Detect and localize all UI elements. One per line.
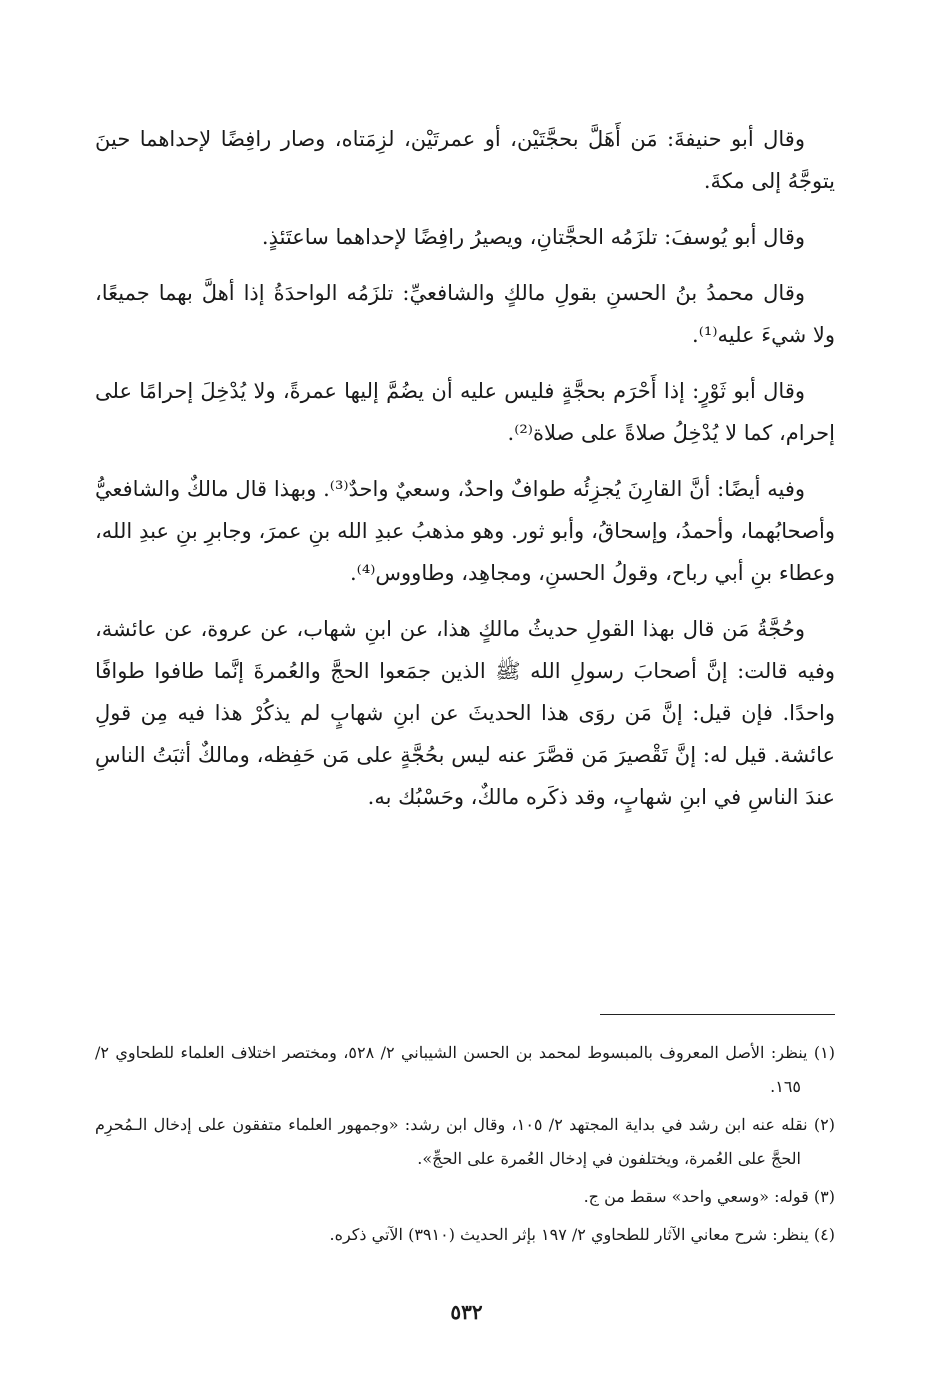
paragraph-abu-hanifa: وقال أبو حنيفةَ: مَن أَهَلَّ بحجَّتَيْن، أو عمرتَيْن، لزِمَتاه، وصار رافِضًا لإحداهما حينَ يتوجَّهُ إلى مكةَ. — [95, 127, 835, 193]
paragraph-muhammad-ibn-al-hasan: وقال محمدُ بنُ الحسنِ بقولِ مالكٍ والشافعيِّ: تلزَمُه الواحدَةُ إذا أهلَّ بهما جميعًا، ولا شيءَ عليه⁽¹⁾. — [95, 281, 835, 347]
footnote-divider — [600, 1014, 835, 1015]
paragraph-abu-thawr: وقال أبو ثَوْرٍ: إذا أَحْرَم بحجَّةٍ فليس عليه أن يضُمَّ إليها عمرةً، ولا يُدْخِلَ إحرامًا على إحرام، كما لا يُدْخِلُ صلاةً على صلاة⁽²⁾. — [95, 379, 835, 445]
footnote-4: (٤) ينظر: شرح معاني الآثار للطحاوي ٢/ ١٩٧ بإثر الحديث (٣٩١٠) الآتي ذكره. — [329, 1225, 835, 1244]
paragraph-abu-yusuf: وقال أبو يُوسفَ: تلزَمُه الحجَّتانِ، ويصيرُ رافِضًا لإحداهما ساعتَئذٍ. — [261, 225, 805, 249]
footnote-1: (١) ينظر: الأصل المعروف بالمبسوط لمحمد بن الحسن الشيباني ٢/ ٥٢٨، ومختصر اختلاف العلماء للطحاوي ٢/ ١٦٥. — [95, 1043, 836, 1096]
page-number: ٥٣٢ — [450, 1300, 483, 1324]
paragraph-qarin: وفيه أيضًا: أنَّ القارِنَ يُجزِئُه طوافٌ واحدٌ، وسعيٌ واحدٌ⁽³⁾. وبهذا قال مالكٌ والشافعيُّ وأصحابُهما، وأحمدُ، وإسحاقُ، وأبو ثور. وهو مذهبُ عبدِ الله بنِ عمرَ، وجابرِ بنِ عبدِ الله، وعطاء بنِ أبي رباح، وقولُ الحسنِ، ومجاهِد، وطاووس⁽⁴⁾. — [95, 477, 835, 585]
footnotes — [95, 1036, 835, 1256]
footnote-2: (٢) نقله عنه ابن رشد في بداية المجتهد ٢/ ١٠٥، وقال ابن رشد: «وجمهور العلماء متفقون على إدخال الـمُحرِم الحجَّ على العُمرة، ويختلفون في إدخال العُمرة على الحجِّ». — [95, 1115, 835, 1168]
paragraph-hujja: وحُجَّةُ مَن قال بهذا القولِ حديثُ مالكٍ هذا، عن ابنِ شهاب، عن عروة، عن عائشة، وفيه قالت: إنَّ أصحابَ رسولِ الله ﷺ الذين جمَعوا الحجَّ والعُمرةَ إنَّما طافوا طوافًا واحدًا. فإن قيل: إنَّ مَن روَى هذا الحديثَ عن ابنِ شهابٍ لم يذكُرْ هذا فيه مِن قولِ عائشة. قيل له: إنَّ تَقْصيرَ مَن قصَّرَ عنه ليس بحُجَّةٍ على مَن حَفِظه، ومالكٌ أثبَتُ الناسِ عندَ الناسِ في ابنِ شهابٍ، وقد ذكَره مالكٌ، وحَسْبُك به. — [95, 617, 835, 809]
main-text — [95, 118, 835, 832]
footnote-3: (٣) قوله: «وسعي واحد» سقط من ج. — [583, 1187, 835, 1206]
